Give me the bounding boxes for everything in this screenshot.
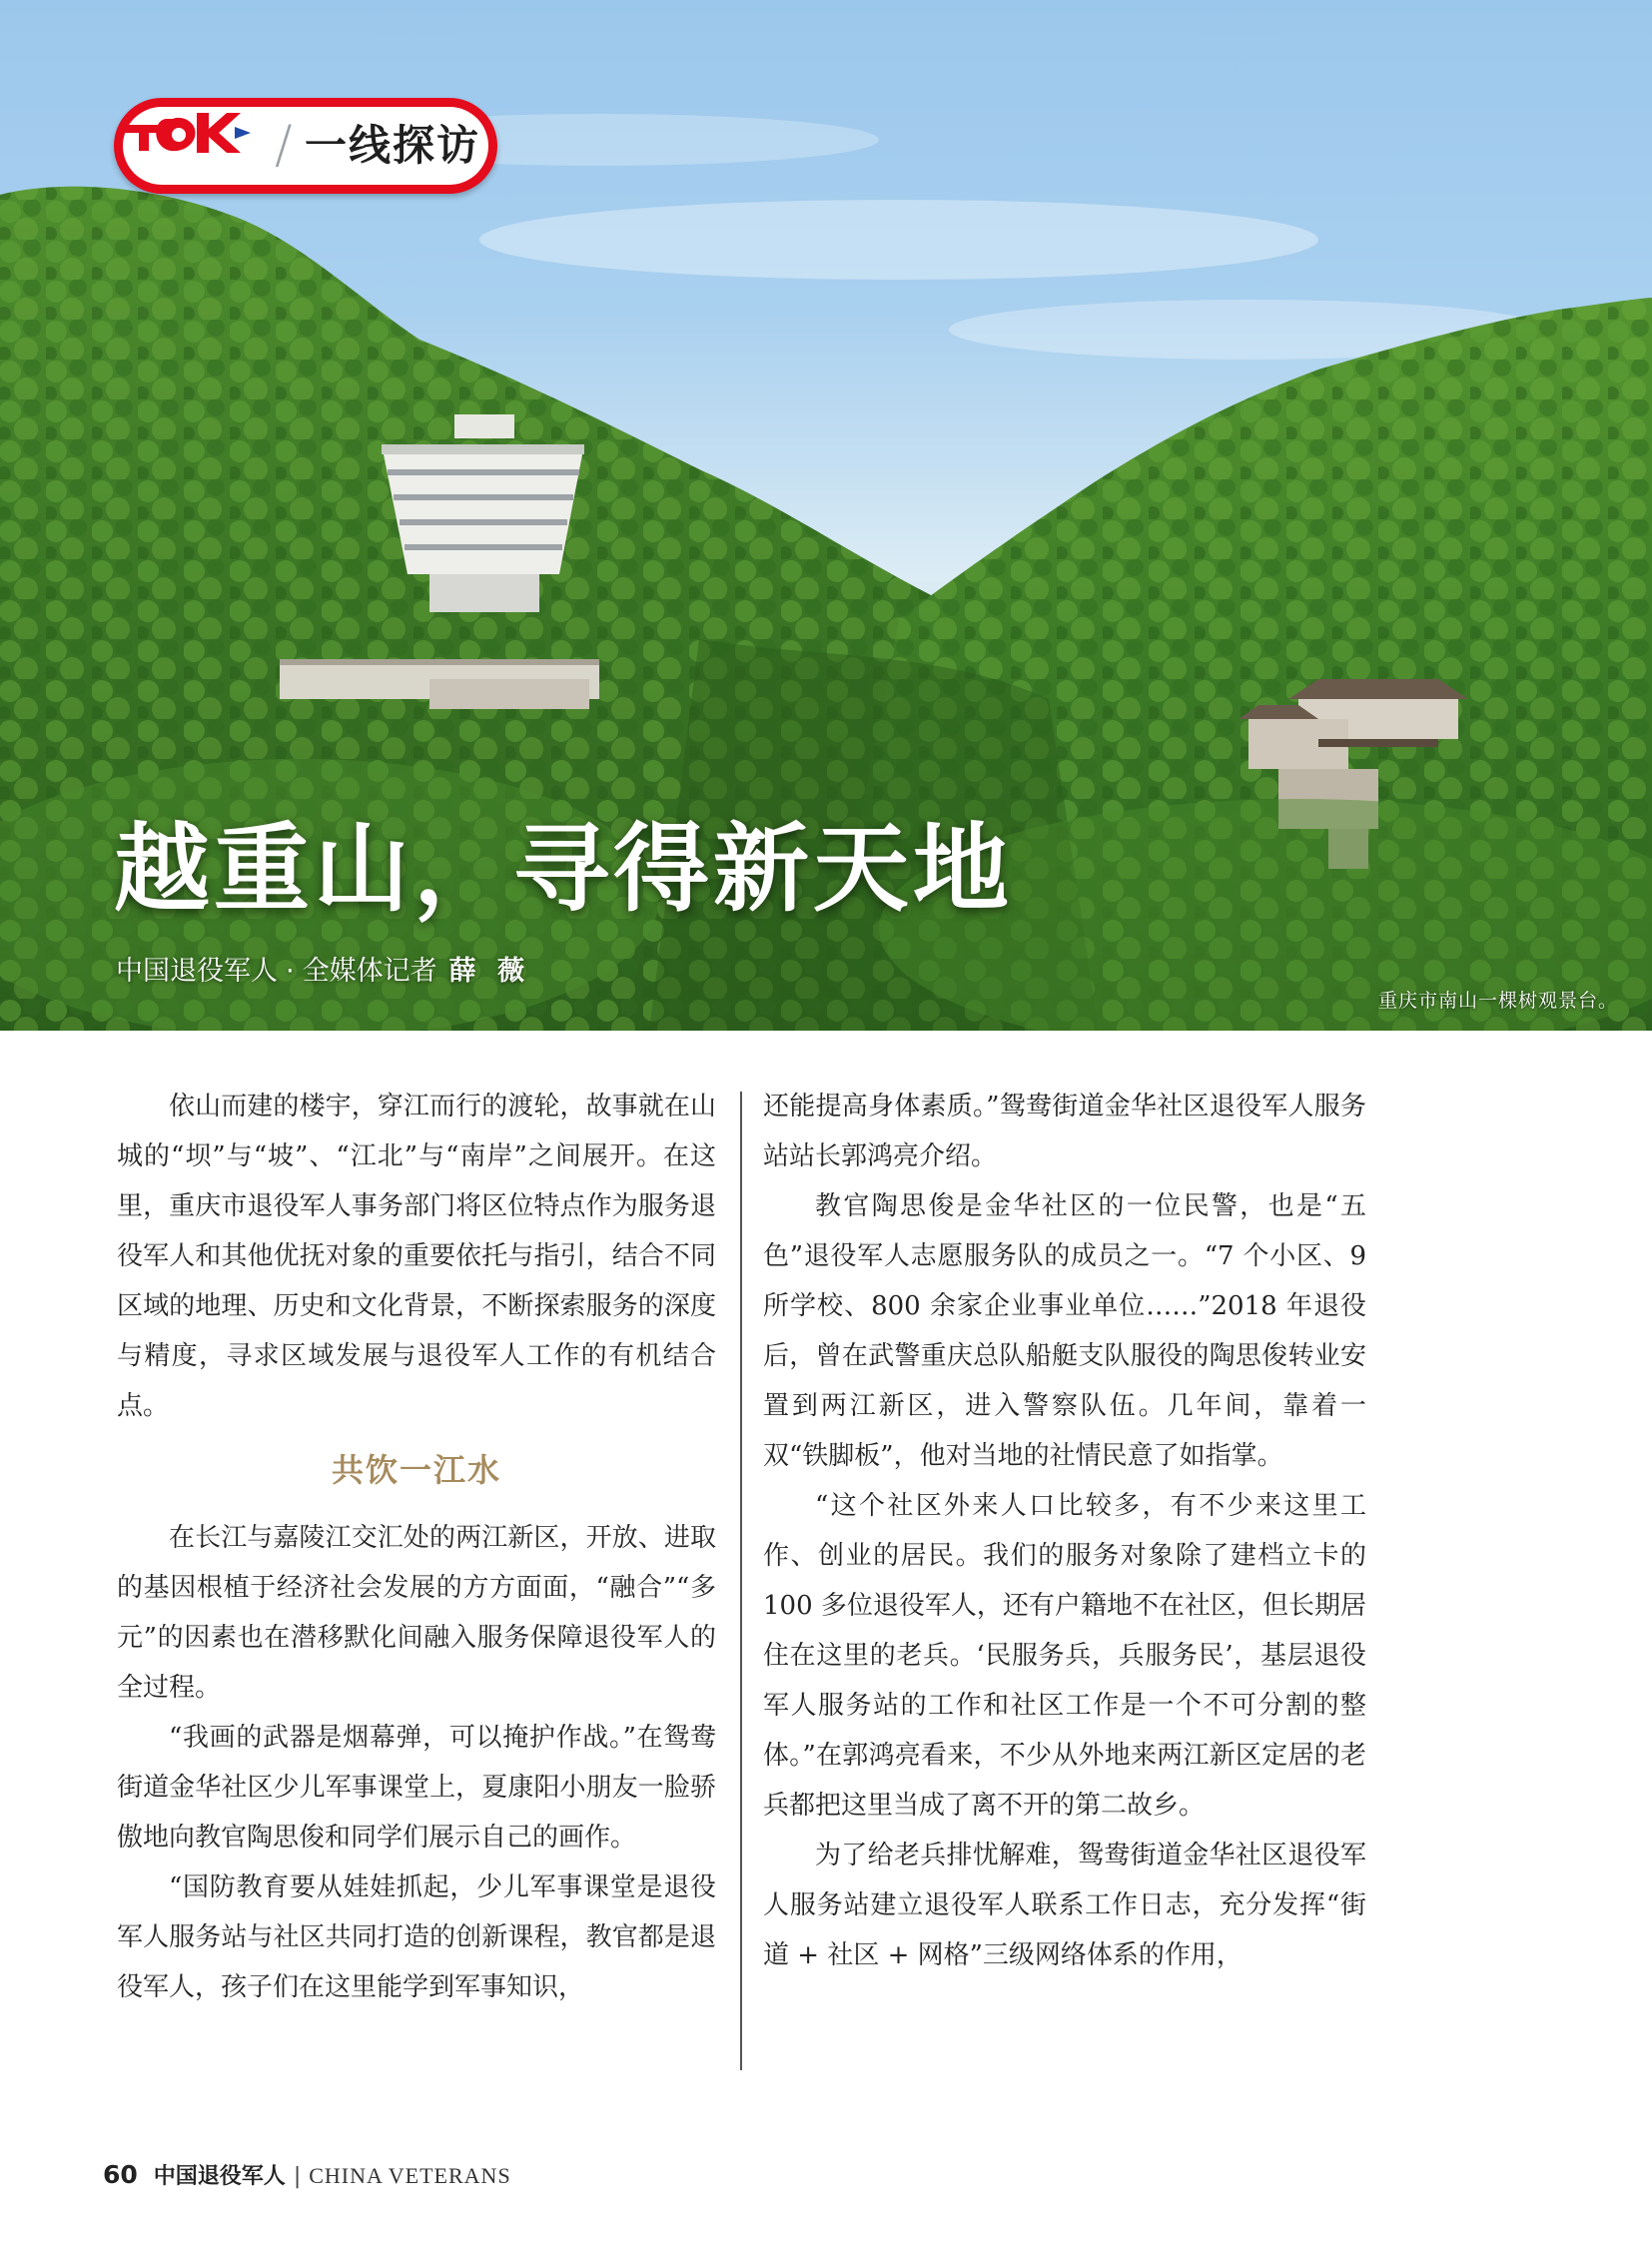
page-number: 60 xyxy=(103,2160,138,2189)
paragraph: “这个社区外来人口比较多，有不少来这里工作、创业的居民。我们的服务对象除了建档立卡的 100 多位退役军人，还有户籍地不在社区，但长期居住在这里的老兵。‘民服务兵，兵服务民’，基层退役军人服务站的工作和社区工作是一个不可分割的整体。”在郭鸿亮看来，不少从外地来两江新区定居的老兵都把这里当成了离不开的第二故乡。 xyxy=(763,1491,1366,1821)
magazine-name: 中国退役军人 xyxy=(153,2164,286,2189)
paragraph: 依山而建的楼宇，穿江而行的渡轮，故事就在山城的“坝”与“坡”、“江北”与“南岸”之间展开。在这里，重庆市退役军人事务部门将区位特点作为服务退役军人和其他优抚对象的重要依托与指引，结合不同区域的地理、历史和文化背景，不断探索服务的深度与精度，寻求区域发展与退役军人工作的有机结合点。 xyxy=(117,1092,716,1421)
footer-separator: | xyxy=(293,2164,302,2189)
column-label: 一线探访 xyxy=(305,121,481,170)
photo-caption: 重庆市南山一棵树观景台。 xyxy=(1377,990,1618,1012)
column-badge xyxy=(114,98,497,194)
right-text-column xyxy=(763,1082,1366,1980)
hero-photo xyxy=(0,0,1652,1031)
byline-role: 全媒体记者 xyxy=(302,956,437,987)
page-footer xyxy=(103,2159,511,2190)
byline-separator: · xyxy=(286,956,295,987)
badge-separator: / xyxy=(275,115,293,175)
paragraph: 为了给老兵排忧解难，鸳鸯街道金华社区退役军人服务站建立退役军人联系工作日志，充分发挥“街道 + 社区 + 网格”三级网络体系的作用， xyxy=(763,1841,1366,1970)
byline-org: 中国退役军人 xyxy=(116,956,278,987)
column-divider xyxy=(740,1092,742,2070)
paragraph: “国防教育要从娃娃抓起，少儿军事课堂是退役军人服务站与社区共同打造的创新课程，教官都是退役军人，孩子们在这里能学到军事知识， xyxy=(117,1872,716,2002)
magazine-english-name: CHINA VETERANS xyxy=(309,2163,511,2188)
byline-author: 薛 薇 xyxy=(448,956,530,987)
left-text-column xyxy=(117,1082,716,2012)
paragraph: 在长江与嘉陵江交汇处的两江新区，开放、进取的基因根植于经济社会发展的方方面面，“融合”“多元”的因素也在潜移默化间融入服务保障退役军人的全过程。 xyxy=(117,1523,716,1703)
paragraph: 教官陶思俊是金华社区的一位民警，也是“五色”退役军人志愿服务队的成员之一。“7 个小区、9 所学校、800 余家企业事业单位……”2018 年退役后，曾在武警重庆总队船艇支队服役的陶思俊转业安置到两江新区，进入警察队伍。几年间，靠着一双“铁脚板”，他对当地的社情民意了如指掌。 xyxy=(763,1191,1366,1471)
article-title: 越重山，寻得新天地 xyxy=(114,812,1013,925)
article-byline xyxy=(116,949,530,988)
magazine-logo-icon xyxy=(123,107,257,157)
section-title: 共饮一江水 xyxy=(331,1451,501,1489)
paragraph: 还能提高身体素质。”鸳鸯街道金华社区退役军人服务站站长郭鸿亮介绍。 xyxy=(763,1092,1366,1171)
paragraph: “我画的武器是烟幕弹，可以掩护作战。”在鸳鸯街道金华社区少儿军事课堂上，夏康阳小朋友一脸骄傲地向教官陶思俊和同学们展示自己的画作。 xyxy=(117,1723,716,1853)
